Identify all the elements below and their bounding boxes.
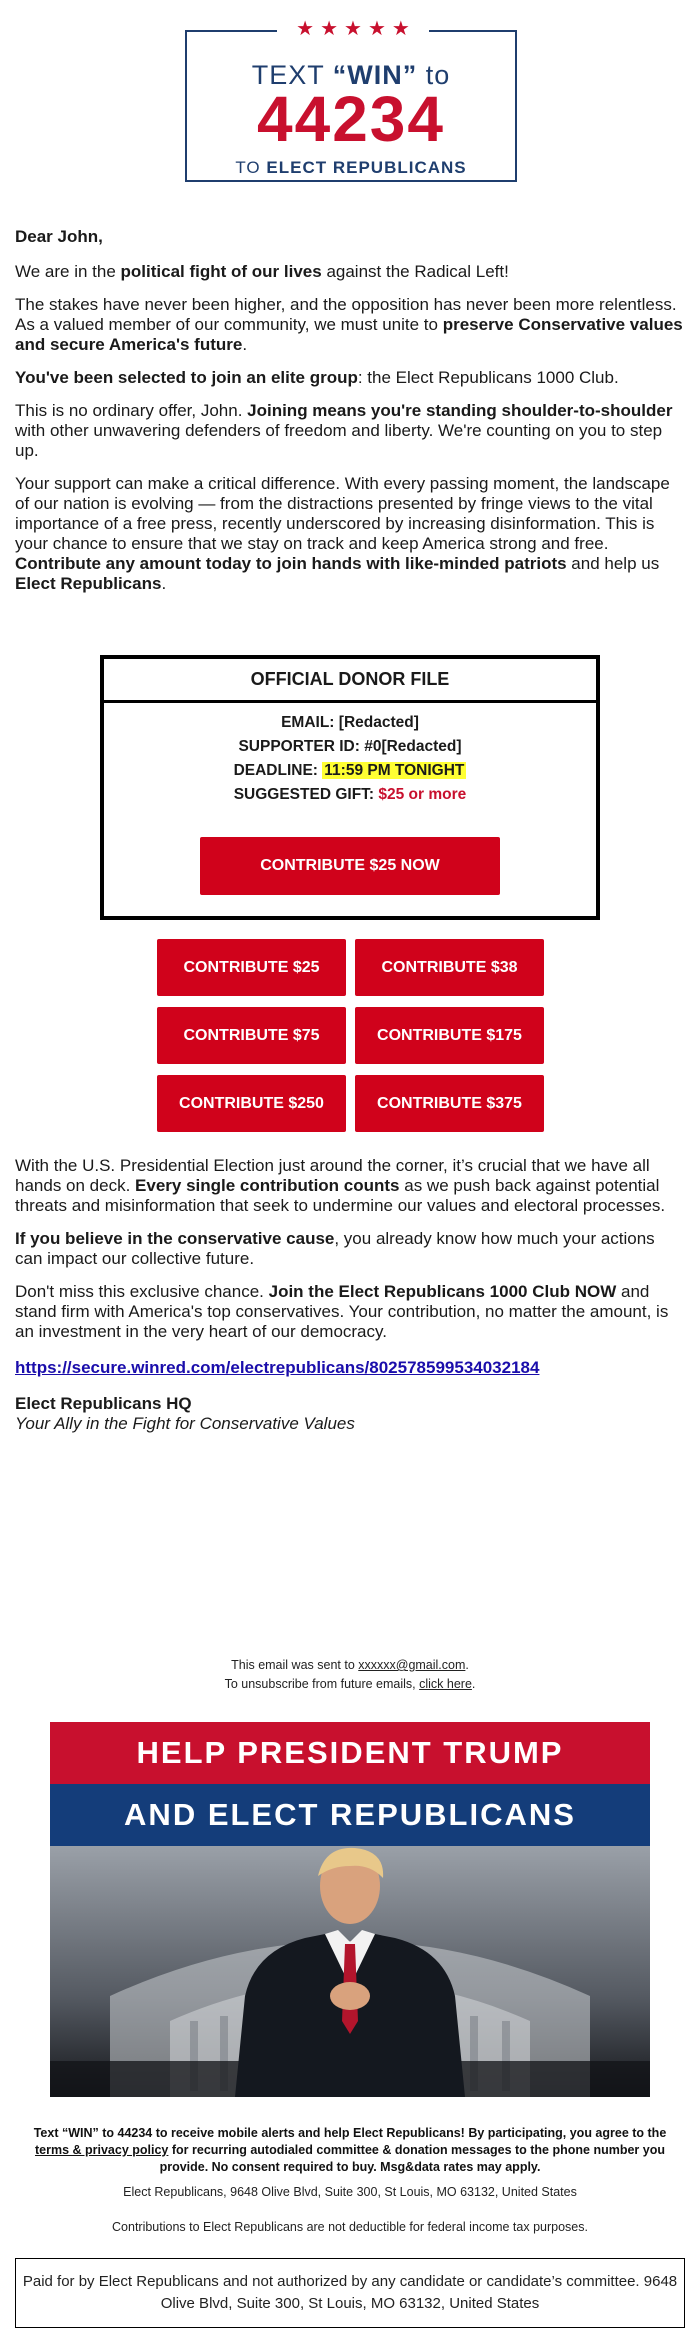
- donor-email-row: EMAIL: [Redacted]: [281, 714, 419, 731]
- contribute-250-button[interactable]: CONTRIBUTE $250: [157, 1075, 346, 1132]
- paragraph: This is no ordinary offer, John. Joining means you're standing shoulder-to-shoulder with other unwavering defenders of freedom and liberty. We're counting on you to step up.: [15, 401, 673, 460]
- letter-body-continued: [15, 1156, 685, 1447]
- paragraph: With the U.S. Presidential Election just around the corner, it’s crucial that we have all hands on deck. Every single contribution counts as we push back against potential threats and misinformation that seek to undermine our values and electoral processes.: [15, 1156, 666, 1215]
- donation-link-paragraph: [15, 1358, 685, 1378]
- star-row-icon: ★★★★★: [277, 16, 429, 42]
- text-win-logo: [185, 18, 517, 182]
- sent-to-line: This email was sent to xxxxxx@gmail.com.: [231, 1658, 469, 1672]
- capitol-and-figure-illustration: [50, 1846, 650, 2097]
- letter-body: [15, 227, 685, 607]
- sms-legal-disclaimer: Text “WIN” to 44234 to receive mobile alerts and help Elect Republicans! By participating, you agree to the terms & privacy policy for recurring autodialed committee & donation messages to the phone number you provide. No consent required to buy. Msg&data rates may apply.: [33, 2126, 667, 2174]
- help-president-trump-banner[interactable]: [50, 1722, 650, 2097]
- contribute-38-button[interactable]: CONTRIBUTE $38: [355, 939, 544, 996]
- signature-name: Elect Republicans HQ: [15, 1394, 192, 1413]
- email-footer-notice: [0, 1656, 700, 1694]
- logo-text-line: TEXT “WIN” to: [251, 60, 451, 90]
- contribute-175-button[interactable]: CONTRIBUTE $175: [355, 1007, 544, 1064]
- recipient-email-link[interactable]: xxxxxx@gmail.com: [358, 1658, 466, 1672]
- contribute-25-now-button[interactable]: CONTRIBUTE $25 NOW: [200, 837, 500, 895]
- paid-for-by-box: Paid for by Elect Republicans and not authorized by any candidate or candidate’s committee. 9648 Olive Blvd, Suite 300, St Louis, MO 63132, United States: [15, 2258, 685, 2328]
- contribute-75-button[interactable]: CONTRIBUTE $75: [157, 1007, 346, 1064]
- paragraph: The stakes have never been higher, and the opposition has never been more relentless. As a valued member of our community, we must unite to preserve Conservative values and secure America's future.: [15, 295, 683, 354]
- winred-donation-link[interactable]: https://secure.winred.com/electrepublicans/802578599534032184: [15, 1358, 540, 1377]
- supporter-id-row: SUPPORTER ID: #0[Redacted]: [238, 738, 462, 755]
- tax-disclaimer: Contributions to Elect Republicans are not deductible for federal income tax purposes.: [112, 2220, 588, 2234]
- unsubscribe-link[interactable]: click here: [419, 1677, 472, 1691]
- deadline-row: DEADLINE: 11:59 PM TONIGHT: [233, 762, 465, 779]
- terms-privacy-link[interactable]: terms & privacy policy: [34, 2143, 169, 2157]
- suggested-gift-row: SUGGESTED GIFT: $25 or more: [233, 786, 467, 803]
- banner-headline-blue: AND ELECT REPUBLICANS: [50, 1784, 650, 1846]
- official-donor-file: [100, 655, 600, 920]
- donor-file-title: OFFICIAL DONOR FILE: [104, 659, 596, 703]
- paragraph: You've been selected to join an elite group: the Elect Republicans 1000 Club.: [15, 368, 619, 387]
- logo-subline: TO ELECT REPUBLICANS: [235, 158, 467, 177]
- unsubscribe-line: To unsubscribe from future emails, click here.: [224, 1677, 476, 1691]
- deadline-highlight: 11:59 PM TONIGHT: [324, 762, 465, 779]
- contribute-25-button[interactable]: CONTRIBUTE $25: [157, 939, 346, 996]
- paragraph: Your support can make a critical difference. With every passing moment, the landscape of our nation is evolving — from the distractions presented by fringe views to the vital importance of a free press, recently underscored by increasing disinformation. This is your chance to ensure that we stay on track and keep America strong and free. Contribute any amount today to join hands with like-minded patriots and help us Elect Republicans.: [15, 474, 670, 593]
- paragraph: Don't miss this exclusive chance. Join the Elect Republicans 1000 Club NOW and stand firm with America's top conservatives. Your contribution, no matter the amount, is an investment in the very heart of our democracy.: [15, 1282, 669, 1341]
- signature-tagline: Your Ally in the Fight for Conservative Values: [15, 1414, 355, 1433]
- banner-headline-red: HELP PRESIDENT TRUMP: [50, 1722, 650, 1784]
- paragraph: If you believe in the conservative cause, you already know how much your actions can impact our collective future.: [15, 1229, 655, 1268]
- logo-shortcode: 44234: [257, 83, 445, 155]
- greeting: Dear John,: [15, 227, 103, 246]
- contribute-375-button[interactable]: CONTRIBUTE $375: [355, 1075, 544, 1132]
- mailing-address: Elect Republicans, 9648 Olive Blvd, Suite 300, St Louis, MO 63132, United States: [123, 2185, 577, 2199]
- paragraph: We are in the political fight of our lives against the Radical Left!: [15, 262, 509, 281]
